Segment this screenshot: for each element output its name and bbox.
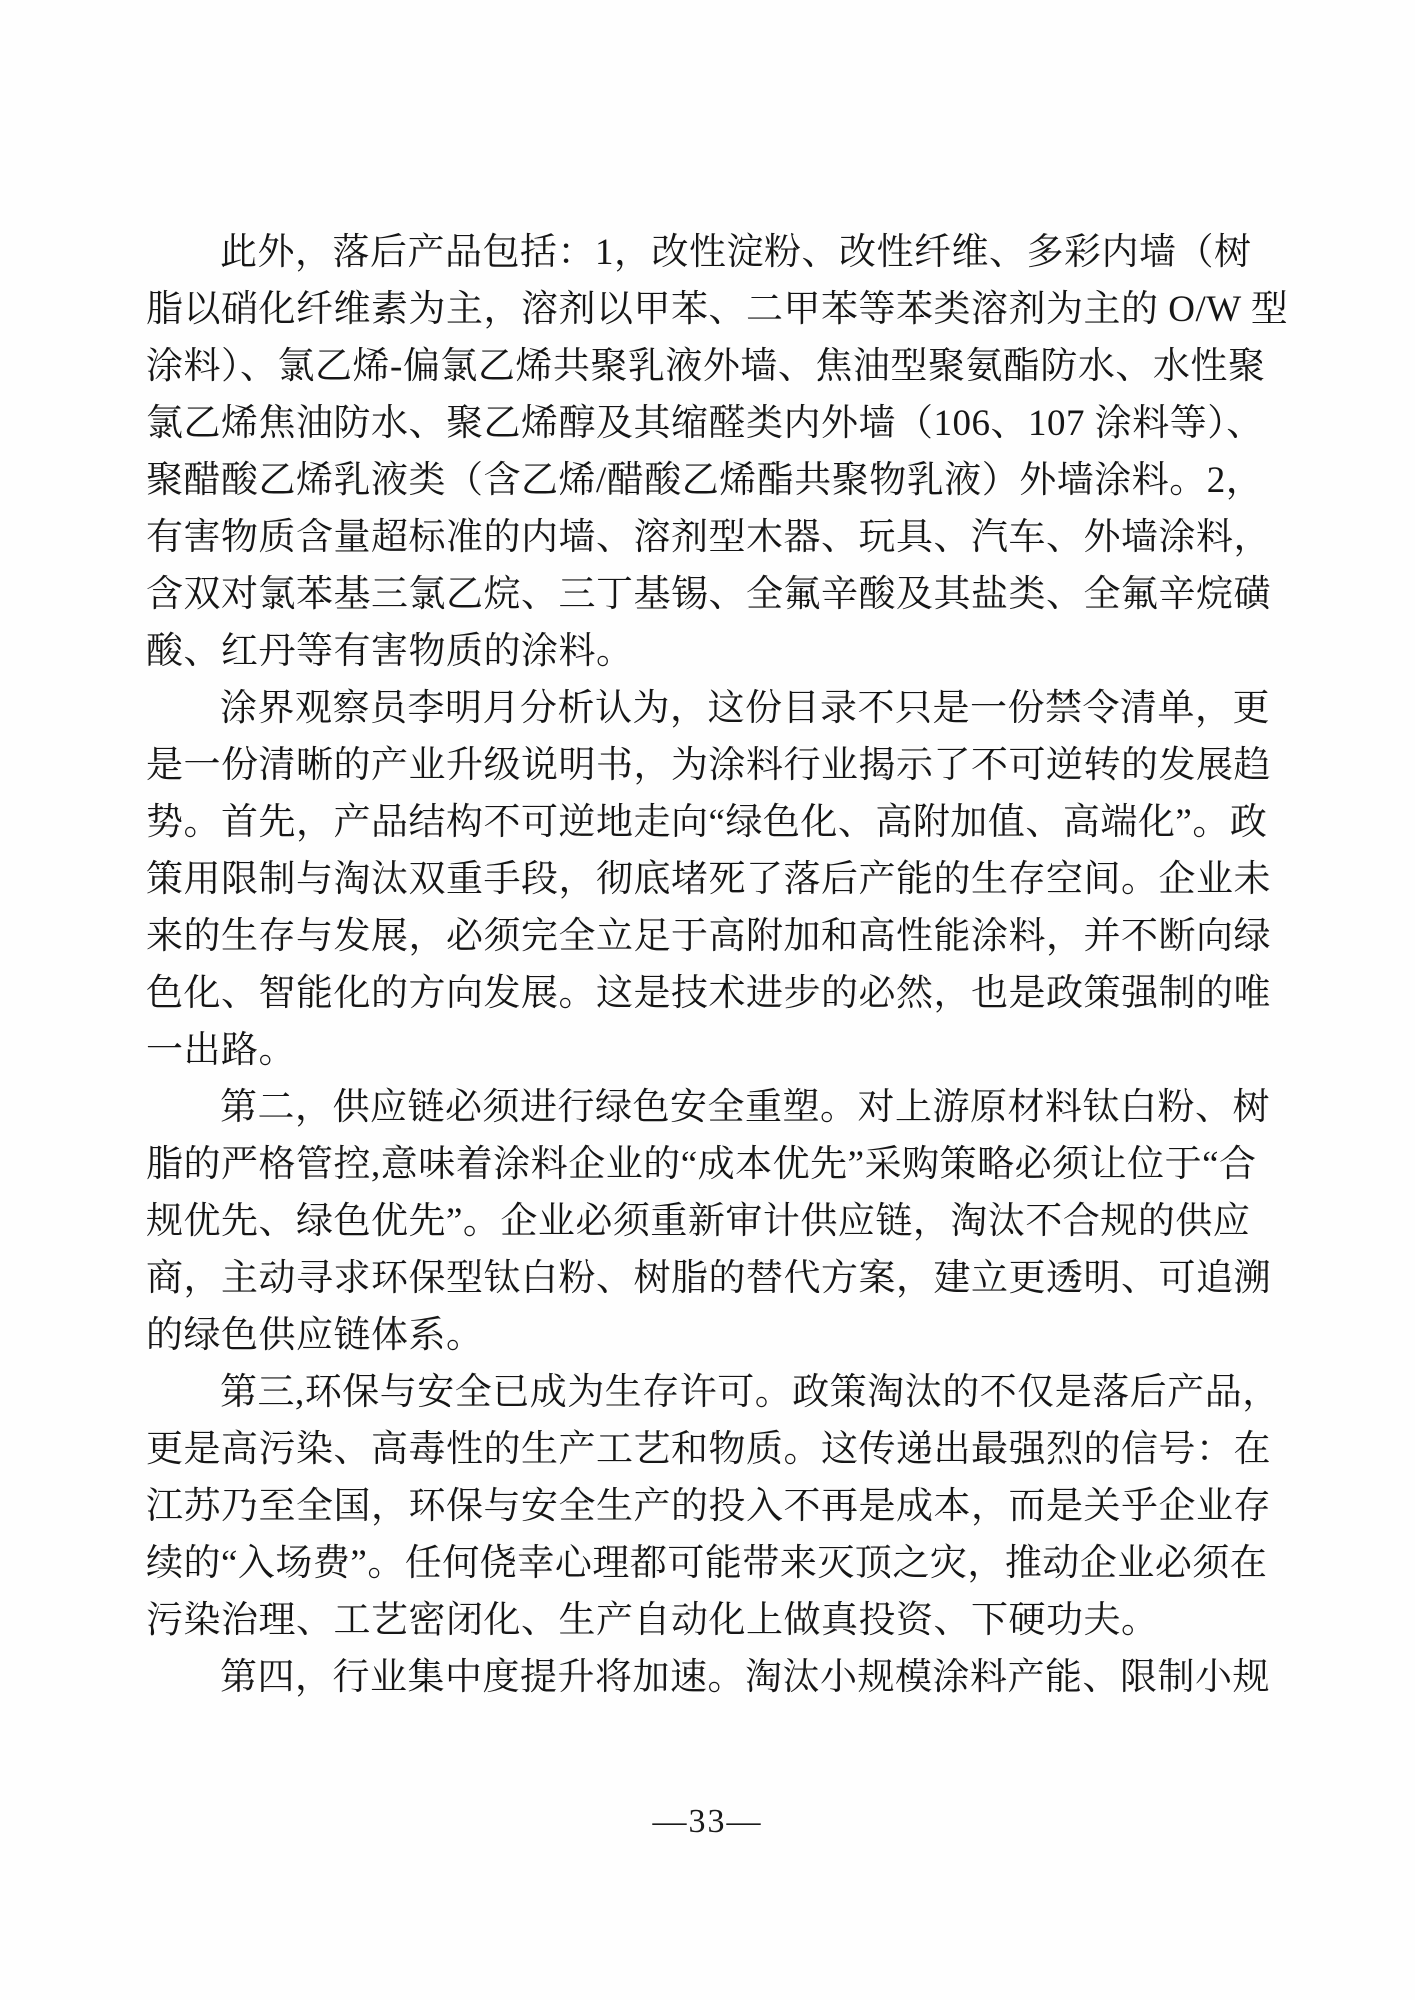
text-line: 势。首先，产品结构不可逆地走向“绿色化、高附加值、高端化”。政 (146, 802, 1268, 843)
text-line: 第二，供应链必须进行绿色安全重塑。对上游原材料钛白粉、树 (220, 1087, 1270, 1128)
text-line: 是一份清晰的产业升级说明书，为涂料行业揭示了不可逆转的发展趋 (146, 745, 1271, 786)
text-line: 来的生存与发展，必须完全立足于高附加和高性能涂料，并不断向绿 (146, 916, 1271, 957)
text-line: 聚醋酸乙烯乳液类（含乙烯/醋酸乙烯酯共聚物乳液）外墙涂料。2， (146, 460, 1264, 501)
text-line: 脂以硝化纤维素为主，溶剂以甲苯、二甲苯等苯类溶剂为主的 O/W 型 (146, 289, 1289, 330)
text-line: 第四，行业集中度提升将加速。淘汰小规模涂料产能、限制小规 (220, 1657, 1270, 1698)
text-line: 江苏乃至全国，环保与安全生产的投入不再是成本，而是关乎企业存 (146, 1486, 1271, 1527)
text-line: 规优先、绿色优先”。企业必须重新审计供应链，淘汰不合规的供应 (146, 1201, 1251, 1242)
text-line: 涂料）、氯乙烯-偏氯乙烯共聚乳液外墙、焦油型聚氨酯防水、水性聚 (146, 346, 1266, 387)
text-line: 脂的严格管控,意味着涂料企业的“成本优先”采购策略必须让位于“合 (146, 1144, 1257, 1185)
text-line: 色化、智能化的方向发展。这是技术进步的必然，也是政策强制的唯 (146, 973, 1271, 1014)
text-line: 有害物质含量超标准的内墙、溶剂型木器、玩具、汽车、外墙涂料， (146, 517, 1271, 558)
text-line: 一出路。 (146, 1030, 296, 1071)
text-line: 更是高污染、高毒性的生产工艺和物质。这传递出最强烈的信号：在 (146, 1429, 1271, 1470)
text-line: 的绿色供应链体系。 (146, 1315, 484, 1356)
text-line: 含双对氯苯基三氯乙烷、三丁基锡、全氟辛酸及其盐类、全氟辛烷磺 (146, 574, 1271, 615)
text-line: 策用限制与淘汰双重手段，彻底堵死了落后产能的生存空间。企业未 (146, 859, 1271, 900)
text-line: 氯乙烯焦油防水、聚乙烯醇及其缩醛类内外墙（106、107 涂料等）、 (146, 403, 1264, 444)
text-line: 第三,环保与安全已成为生存许可。政策淘汰的不仅是落后产品， (220, 1372, 1280, 1413)
text-line: 污染治理、工艺密闭化、生产自动化上做真投资、下硬功夫。 (146, 1600, 1159, 1641)
page-number: —33— (652, 1803, 763, 1840)
text-line: 商，主动寻求环保型钛白粉、树脂的替代方案，建立更透明、可追溯 (146, 1258, 1271, 1299)
document-body (146, 224, 1289, 1706)
text-line: 酸、红丹等有害物质的涂料。 (146, 631, 634, 672)
text-line: 此外，落后产品包括：1，改性淀粉、改性纤维、多彩内墙（树 (220, 232, 1252, 273)
text-line: 续的“入场费”。任何侥幸心理都可能带来灭顶之灾，推动企业必须在 (146, 1543, 1268, 1584)
text-line: 涂界观察员李明月分析认为，这份目录不只是一份禁令清单，更 (220, 688, 1270, 729)
